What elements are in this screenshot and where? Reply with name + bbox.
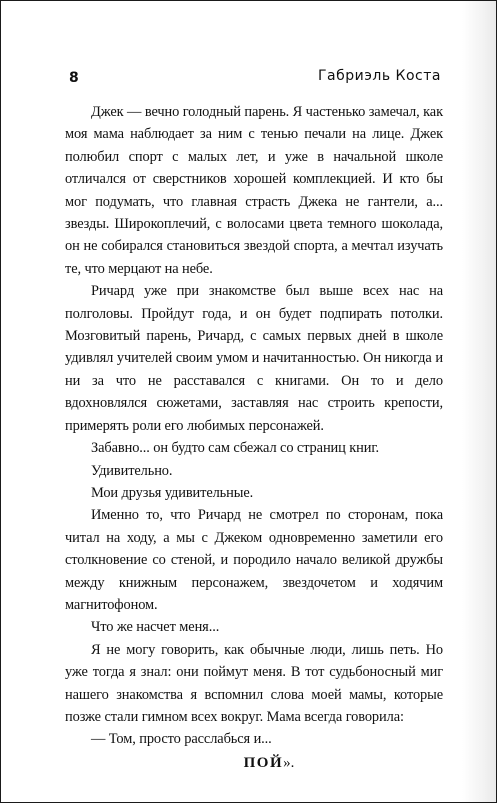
closing-punctuation: ». <box>283 754 295 771</box>
paragraph-8: Я не могу говорить, как обычные люди, лишь петь. Но уже тогда я знал: они поймут меня. В тот судьбоносный миг нашего знакомства я вспомнил слова моей мамы, которые позже стали гимном всех вокруг. Мама всегда говорила: <box>65 641 443 725</box>
closing-word: ПОЙ <box>243 754 284 771</box>
paragraph-5: Мои друзья удивительные. <box>91 484 254 501</box>
paragraph-2: Ричард уже при знакомстве был выше всех нас на полголовы. Пройдут года, и он будет подпирать потолки. Мозговитый парень, Ричард, с самых первых дней в школе удивлял учителей своим умом и начитанностью. Он никогда и ни за что не расставался с книгами. Он то и дело вдохновлялся сюжетами, заставляя нас строить крепости, примерять роли его любимых персонажей. <box>65 283 443 434</box>
paragraph-7: Что же насчет меня... <box>91 619 220 636</box>
paragraph-1: Джек — вечно голодный парень. Я частенько замечал, как моя мама наблюдает за ним с тенью печали на лице. Джек полюбил спорт с малых лет, и уже в начальной школе отличался от сверстников хорошей комплекцией. И кто бы мог подумать, что главная страсть Джека не гантели, а... звезды. Широкоплечий, с волосами цвета темного шоколада, он не собирался становиться звездой спорта, а мечтал изучать те, что мерцают на небе. <box>65 104 443 277</box>
body-text <box>65 101 443 774</box>
closing-line <box>65 752 443 774</box>
running-title: Габриэль Коста <box>317 68 441 84</box>
paragraph-6: Именно то, что Ричард не смотрел по сторонам, пока читал на ходу, а мы с Джеком одновременно заметили его столкновение со стеной, и породило начало великой дружбы между книжным персонажем, звездочетом и ходячим магнитофоном. <box>65 507 443 613</box>
page-edge-shadow <box>462 1 496 802</box>
paragraph-3: Забавно... он будто сам сбежал со страниц книг. <box>91 440 380 457</box>
paragraph-9: — Том, просто расслабься и... <box>91 731 272 748</box>
paragraph-4: Удивительно. <box>91 462 173 479</box>
page-number: 8 <box>69 70 79 86</box>
